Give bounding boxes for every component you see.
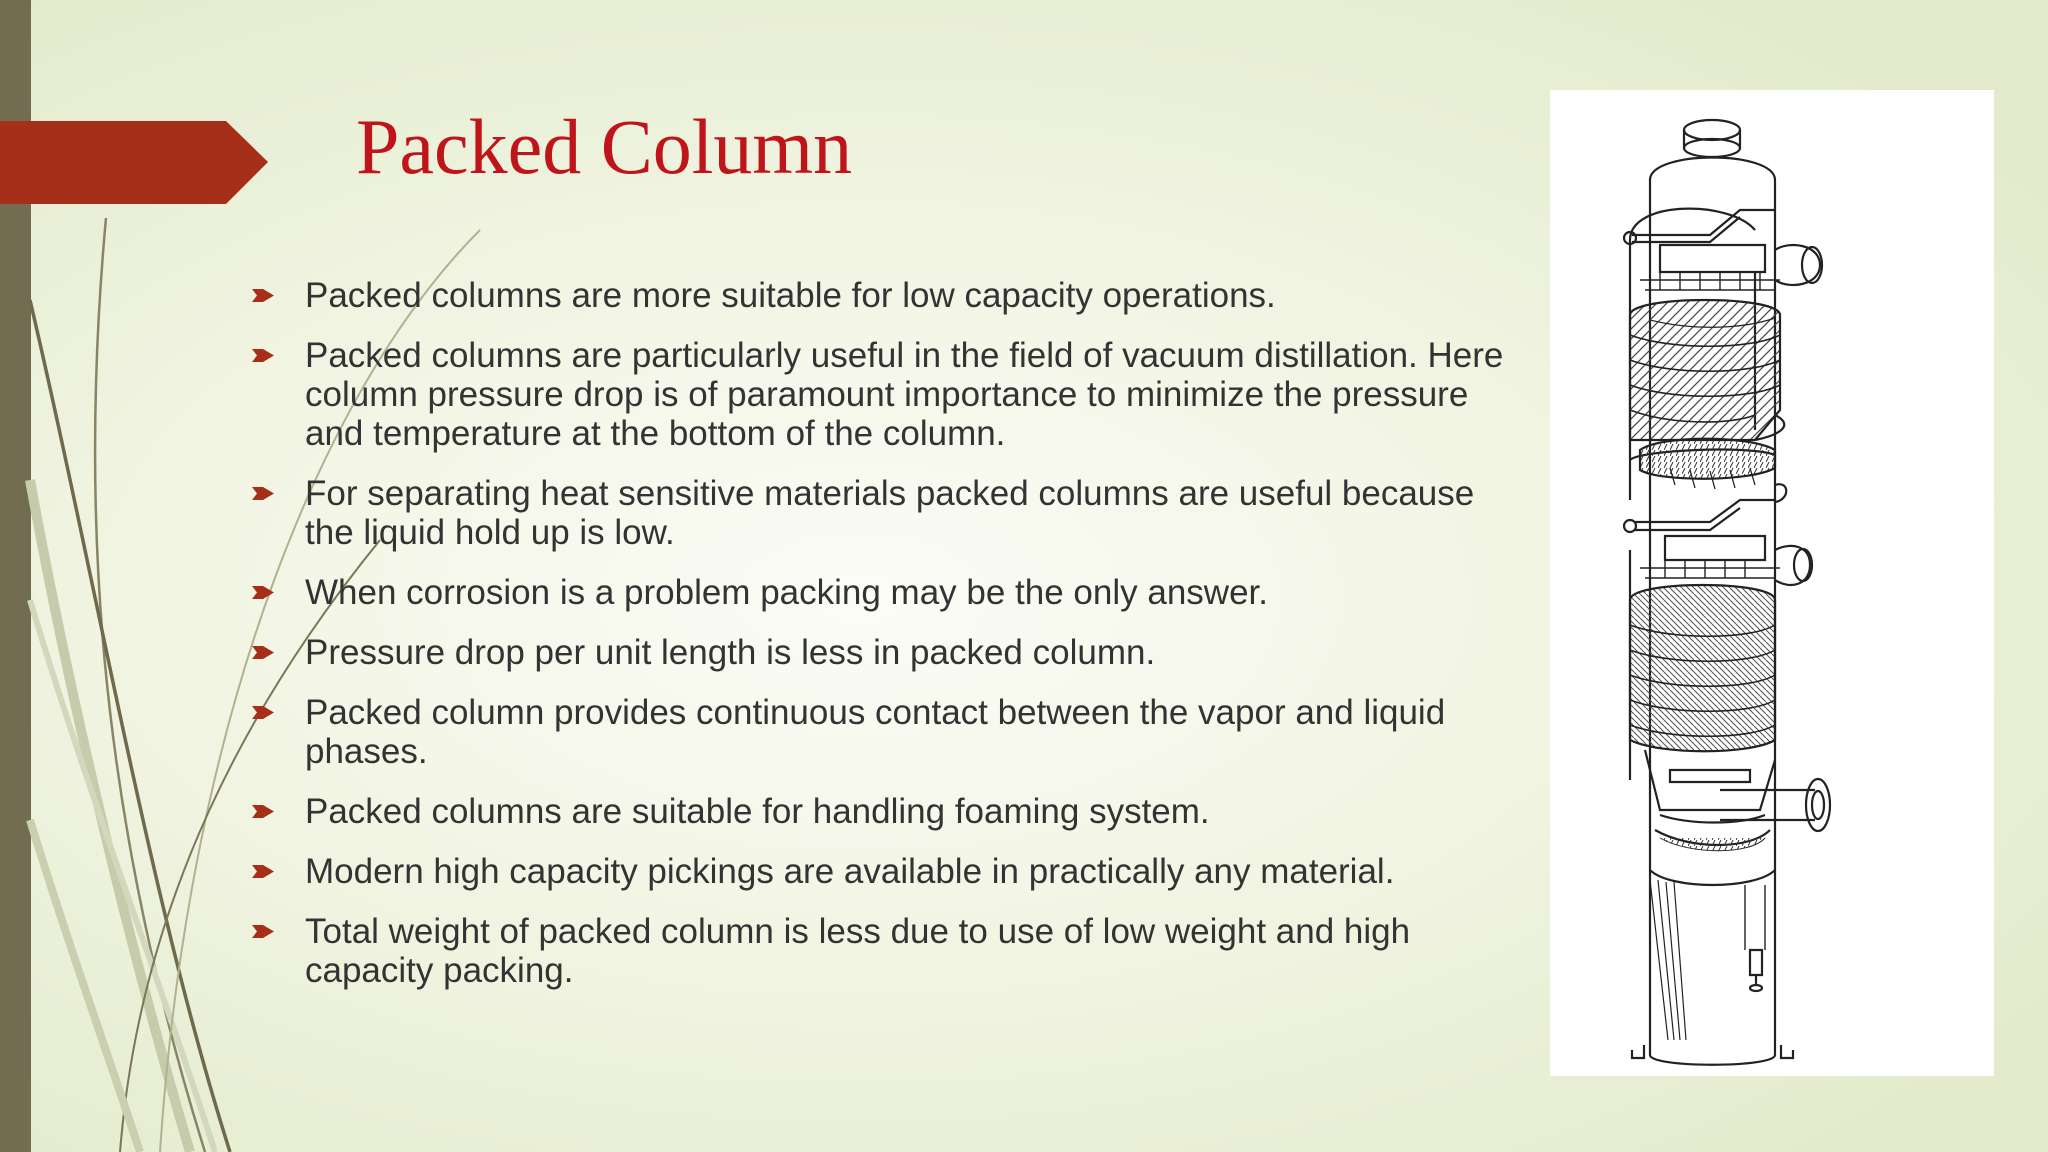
arrow-bullet-icon: [251, 348, 276, 363]
bullet-item: [246, 633, 1516, 672]
bullet-item: [246, 693, 1516, 771]
bullet-text: Modern high capacity pickings are available in practically any material.: [305, 852, 1395, 891]
bullet-item: [246, 474, 1516, 552]
arrow-bullet-icon: [251, 864, 276, 879]
arrow-bullet-icon: [251, 645, 276, 660]
bullet-item: [246, 573, 1516, 612]
bullet-text: Packed columns are suitable for handling foaming system.: [305, 792, 1210, 831]
arrow-bullet-icon: [251, 585, 276, 600]
packed-column-drawing: [1550, 90, 1994, 1076]
arrow-bullet-icon: [251, 288, 276, 303]
bullet-item: [246, 276, 1516, 315]
arrow-bullet-icon: [251, 486, 276, 501]
bullet-text: Packed column provides continuous contact between the vapor and liquid phases.: [305, 693, 1446, 771]
bullet-item: [246, 336, 1516, 453]
bullet-text: Packed columns are more suitable for low capacity operations.: [305, 276, 1276, 315]
arrow-bullet-icon: [251, 705, 276, 720]
bullet-item: [246, 912, 1516, 990]
bullet-text: For separating heat sensitive materials packed columns are useful because the liquid hold up is low.: [305, 474, 1475, 552]
bullet-item: [246, 852, 1516, 891]
bullet-text: Packed columns are particularly useful in the field of vacuum distillation. Here column pressure drop is of paramount importance to minimize the pressure and temperature at the bottom of the column.: [305, 336, 1504, 453]
arrow-bullet-icon: [251, 924, 276, 939]
arrow-bullet-icon: [251, 804, 276, 819]
bullet-text: Total weight of packed column is less due to use of low weight and high capacity packing.: [305, 912, 1411, 990]
slide-title: Packed Column: [356, 103, 853, 190]
bullet-text: Pressure drop per unit length is less in packed column.: [305, 633, 1156, 672]
bullet-list: [246, 276, 1516, 1011]
bullet-item: [246, 792, 1516, 831]
bullet-text: When corrosion is a problem packing may be the only answer.: [305, 573, 1268, 612]
packed-column-illustration: [1550, 90, 1994, 1076]
